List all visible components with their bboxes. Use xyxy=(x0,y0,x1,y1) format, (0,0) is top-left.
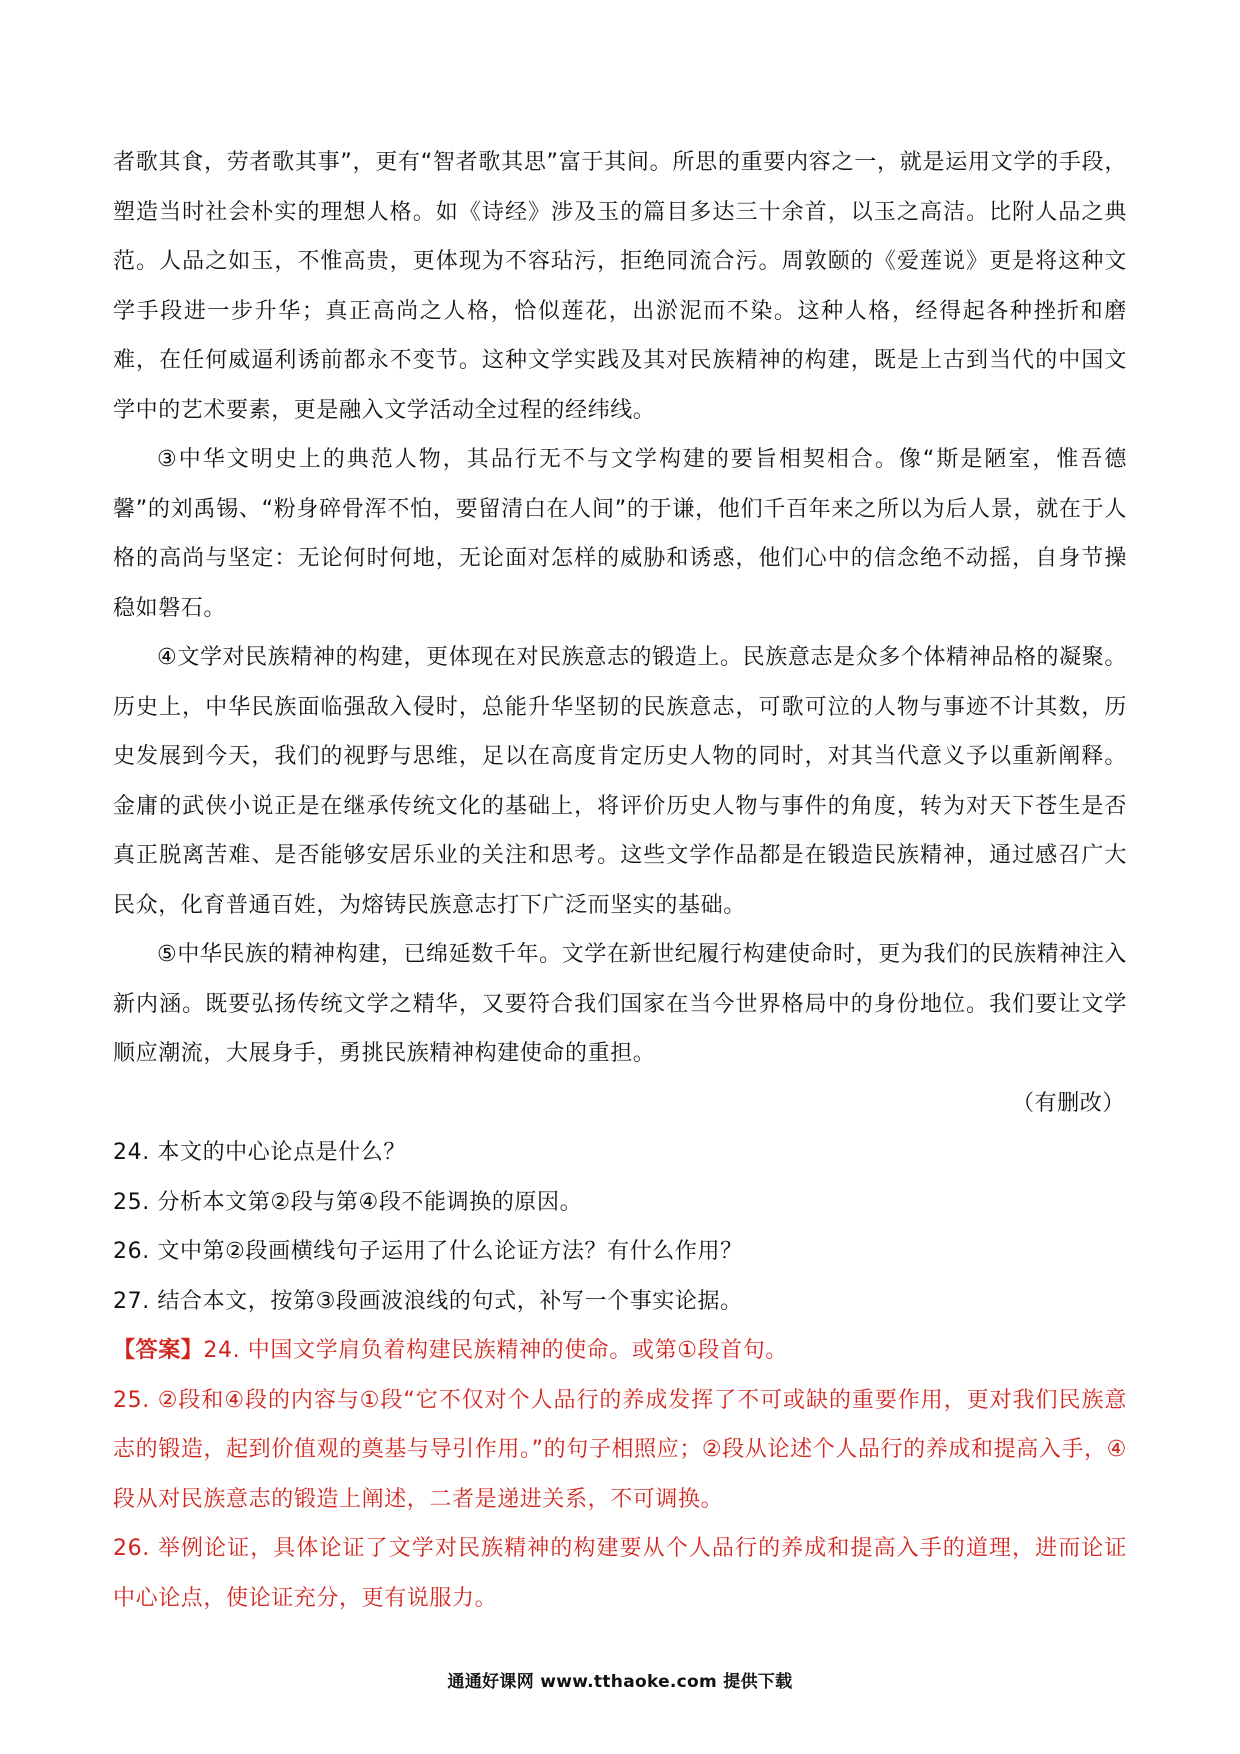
answer-24 xyxy=(113,1326,1127,1376)
answer-tag: 【答案】 xyxy=(113,1338,204,1363)
passage-paragraph-5: ⑤中华民族的精神构建，已绵延数千年。文学在新世纪履行构建使命时，更为我们的民族精神注入新内涵。既要弘扬传统文学之精华，又要符合我们国家在当今世界格局中的身份地位。我们要让文学顺应潮流，大展身手，勇挑民族精神构建使命的重担。 xyxy=(113,942,1127,1066)
passage-paragraph-4: ④文学对民族精神的构建，更体现在对民族意志的锻造上。民族意志是众多个体精神品格的凝聚。历史上，中华民族面临强敌入侵时，总能升华坚韧的民族意志，可歌可泣的人物与事迹不计其数，历史发展到今天，我们的视野与思维，足以在高度肯定历史人物的同时，对其当代意义予以重新阐释。金庸的武侠小说正是在继承传统文化的基础上，将评价历史人物与事件的角度，转为对天下苍生是否真正脱离苦难、是否能够安居乐业的关注和思考。这些文学作品都是在锻造民族精神，通过感召广大民众，化育普通百姓，为熔铸民族意志打下广泛而坚实的基础。 xyxy=(113,645,1127,918)
source-note: （有删改） xyxy=(1011,1090,1125,1116)
passage-paragraph-3: ③中华文明史上的典范人物，其品行无不与文学构建的要旨相契相合。像“斯是陋室，惟吾德馨”的刘禹锡、“粉身碎骨浑不怕，要留清白在人间”的于谦，他们千百年来之所以为后人景，就在于人格的高尚与坚定：无论何时何地，无论面对怎样的威胁和诱惑，他们心中的信念绝不动摇，自身节操稳如磐石。 xyxy=(113,447,1127,621)
page-footer: 通通好课网 www.tthaoke.com 提供下载 xyxy=(447,1672,793,1692)
question-26: 26. 文中第②段画横线句子运用了什么论证方法？有什么作用？ xyxy=(113,1239,743,1264)
passage-paragraph-continued: 者歌其食，劳者歌其事”，更有“智者歌其思”富于其间。所思的重要内容之一，就是运用文学的手段，塑造当时社会朴实的理想人格。如《诗经》涉及玉的篇目多达三十余首，以玉之高洁。比附人品之典范。人品之如玉，不惟高贵，更体现为不容玷污，拒绝同流合污。周敦颐的《爱莲说》更是将这种文学手段进一步升华；真正高尚之人格，恰似莲花，出淤泥而不染。这种人格，经得起各种挫折和磨难，在任何威逼利诱前都永不变节。这种文学实践及其对民族精神的构建，既是上古到当代的中国文学中的艺术要素，更是融入文学活动全过程的经纬线。 xyxy=(113,150,1127,423)
page-content xyxy=(113,138,1127,1623)
answer-26: 26. 举例论证，具体论证了文学对民族精神的构建要从个人品行的养成和提高入手的道理，进而论证中心论点，使论证充分，更有说服力。 xyxy=(113,1536,1127,1611)
question-27: 27. 结合本文，按第③段画波浪线的句式，补写一个事实论据。 xyxy=(113,1288,743,1314)
answer-25: 25. ②段和④段的内容与①段“它不仅对个人品行的养成发挥了不可或缺的重要作用，更对我们民族意志的锻造，起到价值观的奠基与导引作用。”的句子相照应；②段从论述个人品行的养成和提高入手，④段从对民族意志的锻造上阐述，二者是递进关系，不可调换。 xyxy=(113,1387,1127,1512)
answer-24-text: 24. 中国文学肩负着构建民族精神的使命。或第①段首句。 xyxy=(203,1338,788,1363)
question-25: 25. 分析本文第②段与第④段不能调换的原因。 xyxy=(113,1189,583,1215)
question-24: 24. 本文的中心论点是什么？ xyxy=(113,1140,406,1165)
